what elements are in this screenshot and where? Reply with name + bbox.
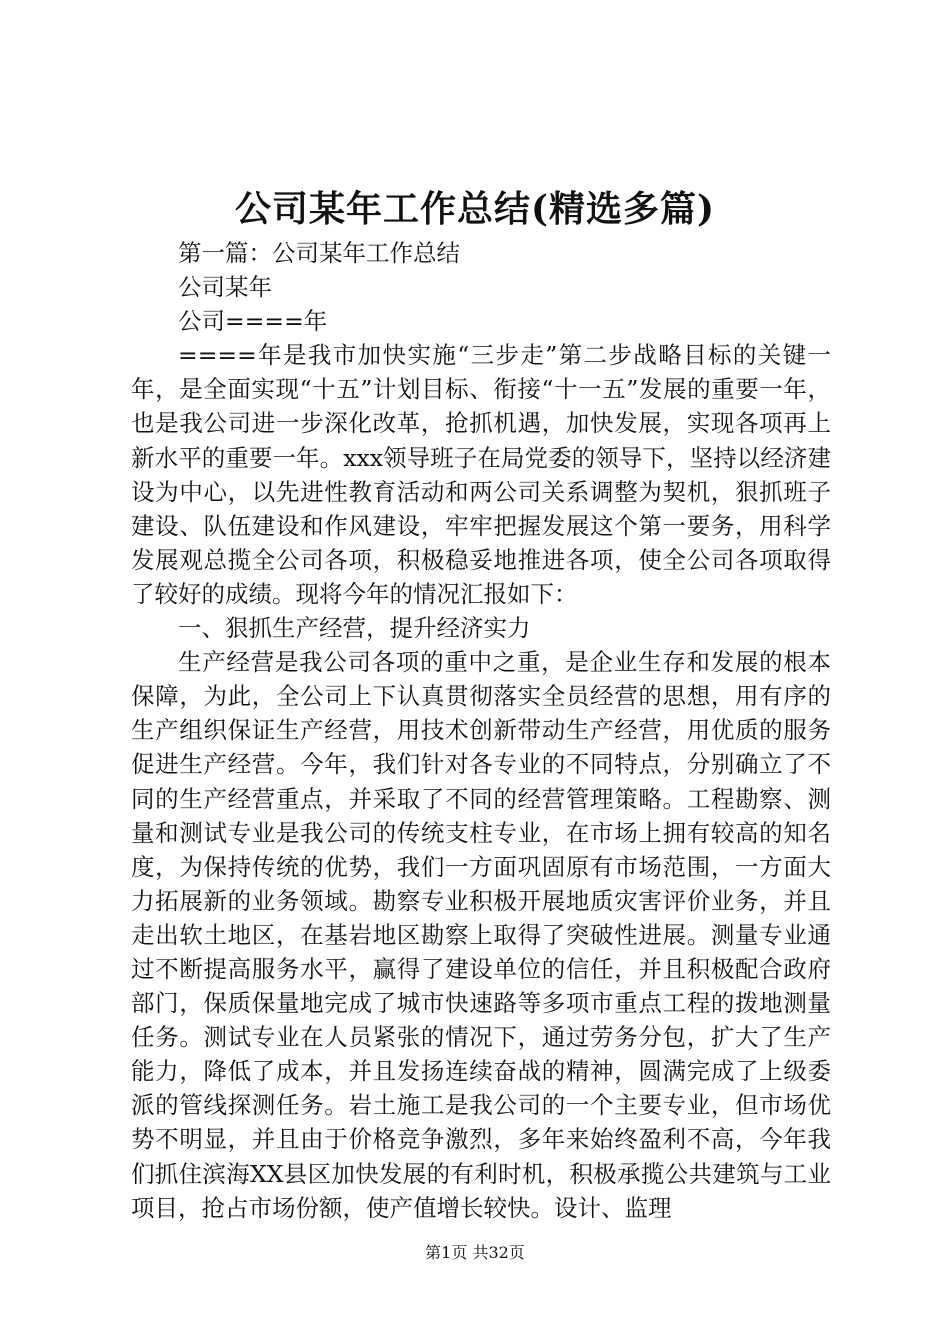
document-title: 公司某年工作总结(精选多篇) [234,188,716,230]
paragraph-subtitle: 公司某年 [178,273,272,302]
paragraph-intro: ====年是我市加快实施“三步走”第二步战略目标的关键一年，是全面实现“十五”计划目标、衔接“十一五”发展的重要一年，也是我公司进一步深化改革，抢抓机遇，加快发展，实现各项再上新水平的重要一年。xxx领导班子在局党委的领导下，坚持以经济建设为中心，以先进性教育活动和两公司关系调整为契机，狠抓班子建设、队伍建设和作风建设，牢牢把握发展这个第一要务，用科学发展观总揽全公司各项，积极稳妥地推进各项，使全公司各项取得了较好的成绩。现将今年的情况汇报如下： [131,341,831,608]
paragraph-heading-one: 一、狠抓生产经营，提升经济实力 [178,614,531,643]
document-body [131,236,831,1225]
paragraph-year-line: 公司====年 [178,307,328,336]
paragraph-production: 生产经营是我公司各项的重中之重，是企业生存和发展的根本保障，为此，全公司上下认真贯彻落实全员经营的思想，用有序的生产组织保证生产经营，用技术创新带动生产经营，用优质的服务促进生产经营。今年，我们针对各专业的不同特点，分别确立了不同的生产经营重点，并采取了不同的经营管理策略。工程勘察、测量和测试专业是我公司的传统支柱专业，在市场上拥有较高的知名度，为保持传统的优势，我们一方面巩固原有市场范围，一方面大力拓展新的业务领域。勘察专业积极开展地质灾害评价业务，并且走出软土地区，在基岩地区勘察上取得了突破性进展。测量专业通过不断提高服务水平，赢得了建设单位的信任，并且积极配合政府部门，保质保量地完成了城市快速路等多项市重点工程的拨地测量任务。测试专业在人员紧张的情况下，通过劳务分包，扩大了生产能力，降低了成本，并且发扬连续奋战的精神，圆满完成了上级委派的管线探测任务。岩土施工是我公司的一个主要专业，但市场优势不明显，并且由于价格竞争激烈，多年来始终盈利不高，今年我们抓住滨海XX县区加快发展的有利时机，积极承揽公共建筑与工业项目，抢占市场份额，使产值增长较快。设计、监理 [131,648,831,1222]
paragraph-section-heading: 第一篇：公司某年工作总结 [178,239,460,267]
page-footer: 第1页 共32页 [425,1243,525,1262]
